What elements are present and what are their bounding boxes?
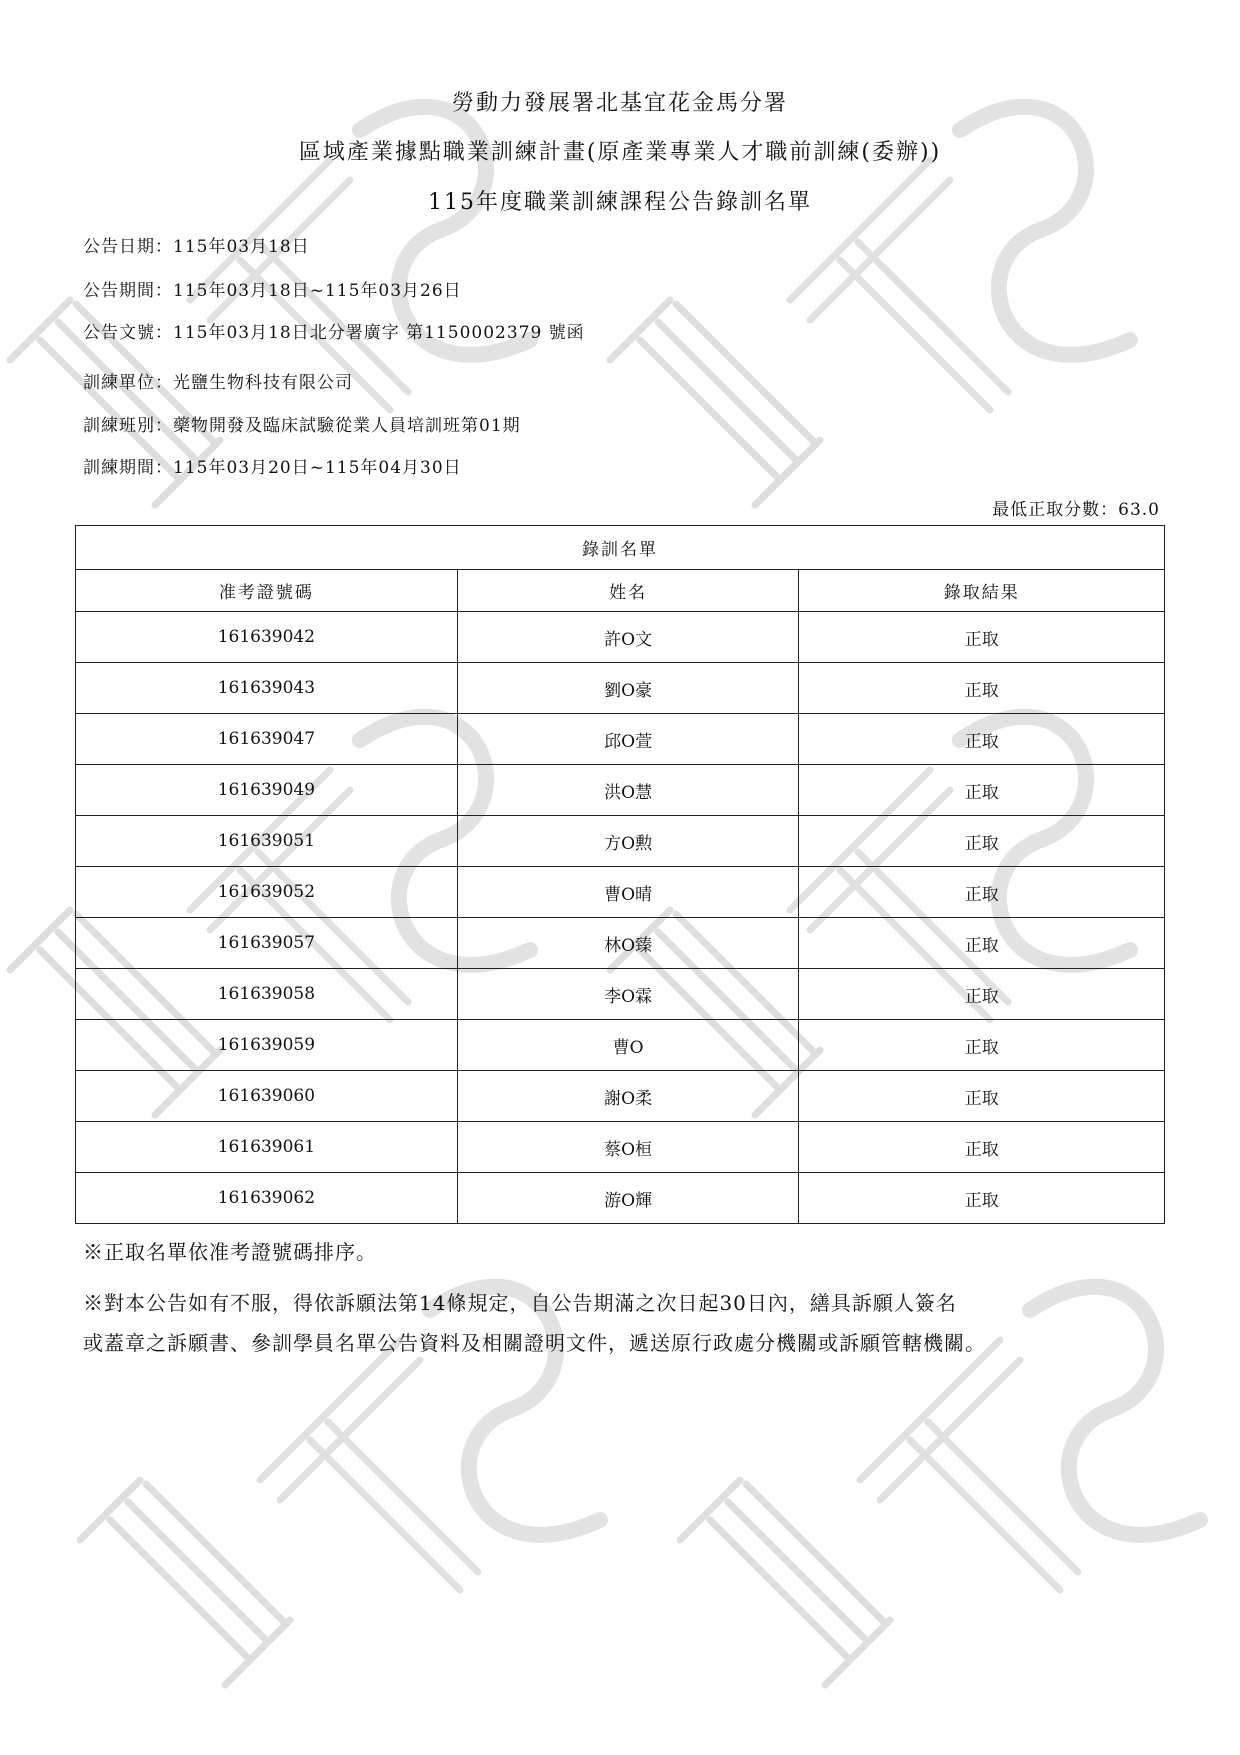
doc-number-label: 公告文號： (83, 323, 173, 343)
cell-name: 方O勲 (457, 816, 799, 867)
table-row (76, 1122, 1165, 1173)
appeal-note-line2: 或蓋章之訴願書、參訓學員名單公告資料及相關證明文件，遞送原行政處分機關或訴願管轄機關。 (83, 1331, 986, 1355)
cell-exam-id: 161639051 (76, 816, 458, 867)
cell-exam-id: 161639049 (76, 765, 458, 816)
cell-exam-id: 161639043 (76, 663, 458, 714)
training-class-label: 訓練班別： (83, 416, 173, 436)
table-row (76, 969, 1165, 1020)
cell-name: 劉O豪 (457, 663, 799, 714)
cell-result: 正取 (799, 1122, 1165, 1173)
cell-exam-id: 161639058 (76, 969, 458, 1020)
cell-result: 正取 (799, 1071, 1165, 1122)
cell-name: 游O輝 (457, 1173, 799, 1224)
cell-result: 正取 (799, 816, 1165, 867)
cell-exam-id: 161639062 (76, 1173, 458, 1224)
table-row (76, 663, 1165, 714)
agency-title: 勞動力發展署北基宜花金馬分署 (451, 91, 788, 116)
table-row (76, 918, 1165, 969)
cell-name: 謝O柔 (457, 1071, 799, 1122)
appeal-note-line1: ※對本公告如有不服，得依訴願法第14條規定，自公告期滿之次日起30日內，繕具訴願人簽名 (83, 1291, 957, 1315)
cell-exam-id: 161639060 (76, 1071, 458, 1122)
program-title: 區域產業據點職業訓練計畫(原產業專業人才職前訓練(委辦)) (298, 140, 942, 165)
announce-period-label: 公告期間： (83, 281, 173, 301)
announce-date-line (83, 232, 310, 257)
header-name: 姓名 (457, 570, 799, 612)
cell-result: 正取 (799, 969, 1165, 1020)
cell-name: 林O臻 (457, 918, 799, 969)
cell-exam-id: 161639042 (76, 612, 458, 663)
cell-name: 曹O晴 (457, 867, 799, 918)
cell-result: 正取 (799, 1173, 1165, 1224)
header-result: 錄取結果 (799, 570, 1165, 612)
training-unit-line (83, 368, 353, 393)
training-class-value: 藥物開發及臨床試驗從業人員培訓班第01期 (173, 416, 521, 436)
min-score-label: 最低正取分數： (992, 500, 1119, 520)
announce-date-value: 115年03月18日 (173, 237, 310, 257)
cell-exam-id: 161639047 (76, 714, 458, 765)
table-row (76, 816, 1165, 867)
cell-result: 正取 (799, 867, 1165, 918)
training-unit-label: 訓練單位： (83, 373, 173, 393)
table-row (76, 1173, 1165, 1224)
cell-result: 正取 (799, 1020, 1165, 1071)
training-unit-value: 光鹽生物科技有限公司 (173, 373, 353, 393)
cell-name: 李O霖 (457, 969, 799, 1020)
table-header-row (76, 570, 1165, 612)
table-row (76, 1020, 1165, 1071)
cell-result: 正取 (799, 612, 1165, 663)
sort-note: ※正取名單依准考證號碼排序。 (83, 1240, 377, 1264)
cell-result: 正取 (799, 765, 1165, 816)
cell-exam-id: 161639061 (76, 1122, 458, 1173)
table-row (76, 612, 1165, 663)
min-score (992, 495, 1160, 520)
announce-period-value: 115年03月18日~115年03月26日 (173, 281, 462, 301)
announce-period-line (83, 276, 462, 301)
notice-title: 115年度職業訓練課程公告錄訓名單 (428, 190, 812, 215)
training-class-line (83, 411, 521, 436)
cell-result: 正取 (799, 714, 1165, 765)
table-row (76, 1071, 1165, 1122)
cell-exam-id: 161639057 (76, 918, 458, 969)
doc-number-line (83, 318, 585, 343)
doc-number-value: 115年03月18日北分署廣字 第1150002379 號函 (173, 323, 585, 343)
training-period-line (83, 453, 462, 478)
announce-date-label: 公告日期： (83, 237, 173, 257)
cell-result: 正取 (799, 663, 1165, 714)
cell-exam-id: 161639059 (76, 1020, 458, 1071)
cell-name: 邱O萱 (457, 714, 799, 765)
cell-name: 許O文 (457, 612, 799, 663)
cell-name: 蔡O桓 (457, 1122, 799, 1173)
cell-exam-id: 161639052 (76, 867, 458, 918)
table-caption: 錄訓名單 (76, 526, 1165, 570)
table-row (76, 765, 1165, 816)
table-row (76, 714, 1165, 765)
min-score-value: 63.0 (1118, 500, 1160, 520)
training-period-label: 訓練期間： (83, 458, 173, 478)
admission-table (75, 525, 1165, 1224)
training-period-value: 115年03月20日~115年04月30日 (173, 458, 462, 478)
table-row (76, 867, 1165, 918)
cell-result: 正取 (799, 918, 1165, 969)
cell-name: 曹O (457, 1020, 799, 1071)
cell-name: 洪O慧 (457, 765, 799, 816)
header-exam-id: 准考證號碼 (76, 570, 458, 612)
